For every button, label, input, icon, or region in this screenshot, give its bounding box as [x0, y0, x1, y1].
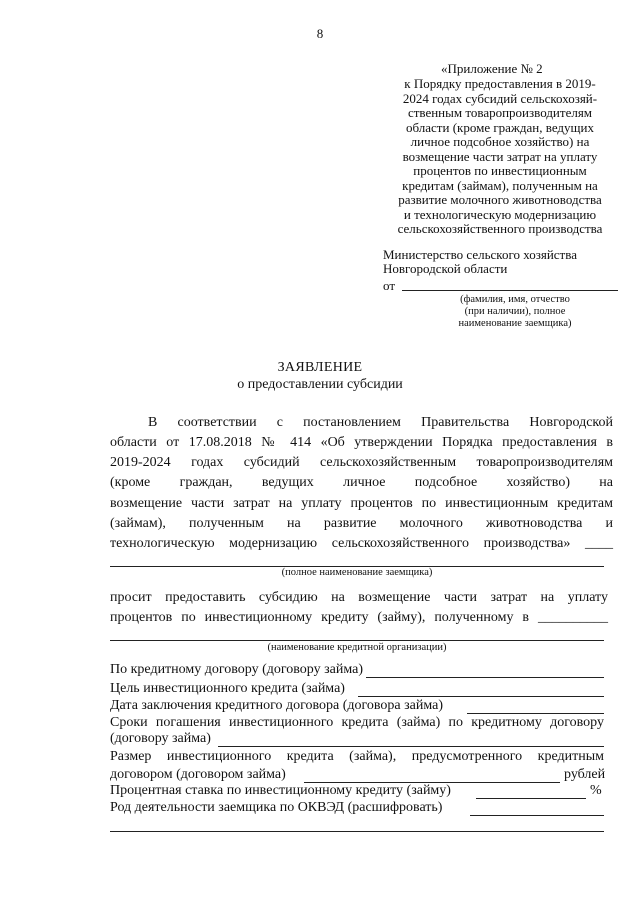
loan-purpose-line[interactable] — [358, 696, 604, 697]
from-caption — [430, 294, 600, 330]
request-line: просит предоставить субсидию на возмещение части затрат на уплату — [110, 590, 608, 605]
appendix-line: сельскохозяйственного производства — [397, 221, 603, 236]
addressee-line: Новгородской области — [383, 261, 508, 276]
okved-continuation-line[interactable] — [110, 831, 604, 832]
appendix-line: и технологическую модернизацию — [403, 206, 597, 222]
appendix-line: процентов по инвестиционным — [413, 163, 587, 178]
request-line: процентов по инвестиционному кредиту (займу), полученному в __________ — [110, 610, 608, 625]
caption-line: (при наличии), полное — [464, 306, 566, 317]
caption-line: (фамилия, имя, отчество — [460, 294, 570, 305]
agreement-date-line[interactable] — [467, 713, 604, 714]
agreement-date-label: Дата заключения кредитного договора (договора займа) — [110, 698, 444, 713]
okved-line[interactable] — [470, 815, 604, 816]
creditor-caption: (наименование кредитной организации) — [267, 642, 447, 653]
appendix-line: развитие молочного животноводства — [398, 192, 602, 207]
from-label: от — [383, 278, 396, 293]
appendix-text — [383, 77, 617, 237]
document-title: ЗАЯВЛЕНИЕ — [277, 360, 363, 375]
from-fill-line[interactable] — [402, 290, 618, 291]
creditor-name-line[interactable] — [110, 640, 604, 641]
loan-amount-unit: рублей — [564, 767, 606, 782]
intro-line: (займам), полученным на развитие молочного животноводства и — [110, 516, 613, 531]
repayment-terms-label-2: (договору займа) — [110, 731, 211, 746]
appendix-title: «Приложение № 2 — [441, 61, 543, 76]
appendix-line: кредитам (займам), полученным на — [402, 177, 598, 193]
appendix-line: личное подсобное хозяйство) на — [410, 134, 590, 149]
interest-rate-line[interactable] — [476, 798, 586, 799]
document-subtitle: о предоставлении субсидии — [237, 377, 403, 392]
appendix-line: возмещение части затрат на уплату — [402, 148, 598, 164]
intro-line: В соответствии с постановлением Правительства Новгородской — [148, 415, 613, 430]
intro-line: области от 17.08.2018 № 414 «Об утверждении Порядка предоставления в — [110, 435, 613, 450]
interest-rate-unit: % — [590, 783, 602, 798]
page-number: 8 — [316, 26, 324, 41]
intro-line: возмещение части затрат на уплату процентов по инвестиционным кредитам — [110, 496, 613, 511]
loan-agreement-label: По кредитному договору (договору займа) — [110, 662, 363, 677]
appendix-line: 2024 годах субсидий сельскохозяй- — [402, 90, 598, 106]
intro-line: технологическую модернизацию сельскохозяйственного производства» ____ — [110, 536, 613, 551]
intro-line: 2019-2024 годах субсидий сельскохозяйственным товаропроизводителям — [110, 455, 613, 470]
appendix-line: области (кроме граждан, ведущих — [405, 119, 595, 135]
interest-rate-label: Процентная ставка по инвестиционному кредиту (займу) — [110, 783, 451, 798]
loan-amount-label-2: договором (договором займа) — [110, 767, 286, 782]
loan-amount-label: Размер инвестиционного кредита (займа), предусмотренного кредитным — [110, 749, 604, 764]
appendix-line: к Порядку предоставления в 2019- — [404, 76, 596, 91]
caption-line: наименование заемщика) — [458, 318, 572, 329]
okved-label: Род деятельности заемщика по ОКВЭД (расшифровать) — [110, 800, 443, 815]
loan-agreement-line[interactable] — [366, 677, 604, 678]
repayment-terms-label: Сроки погашения инвестиционного кредита (займа) по кредитному договору — [110, 715, 604, 730]
addressee-line: Министерство сельского хозяйства — [383, 247, 577, 262]
borrower-caption: (полное наименование заемщика) — [281, 567, 433, 578]
repayment-terms-line[interactable] — [218, 746, 604, 747]
loan-purpose-label: Цель инвестиционного кредита (займа) — [110, 681, 345, 696]
appendix-line: ственным товаропроизводителям — [407, 105, 593, 120]
intro-line: (кроме граждан, ведущих личное подсобное хозяйство) на — [110, 475, 613, 490]
